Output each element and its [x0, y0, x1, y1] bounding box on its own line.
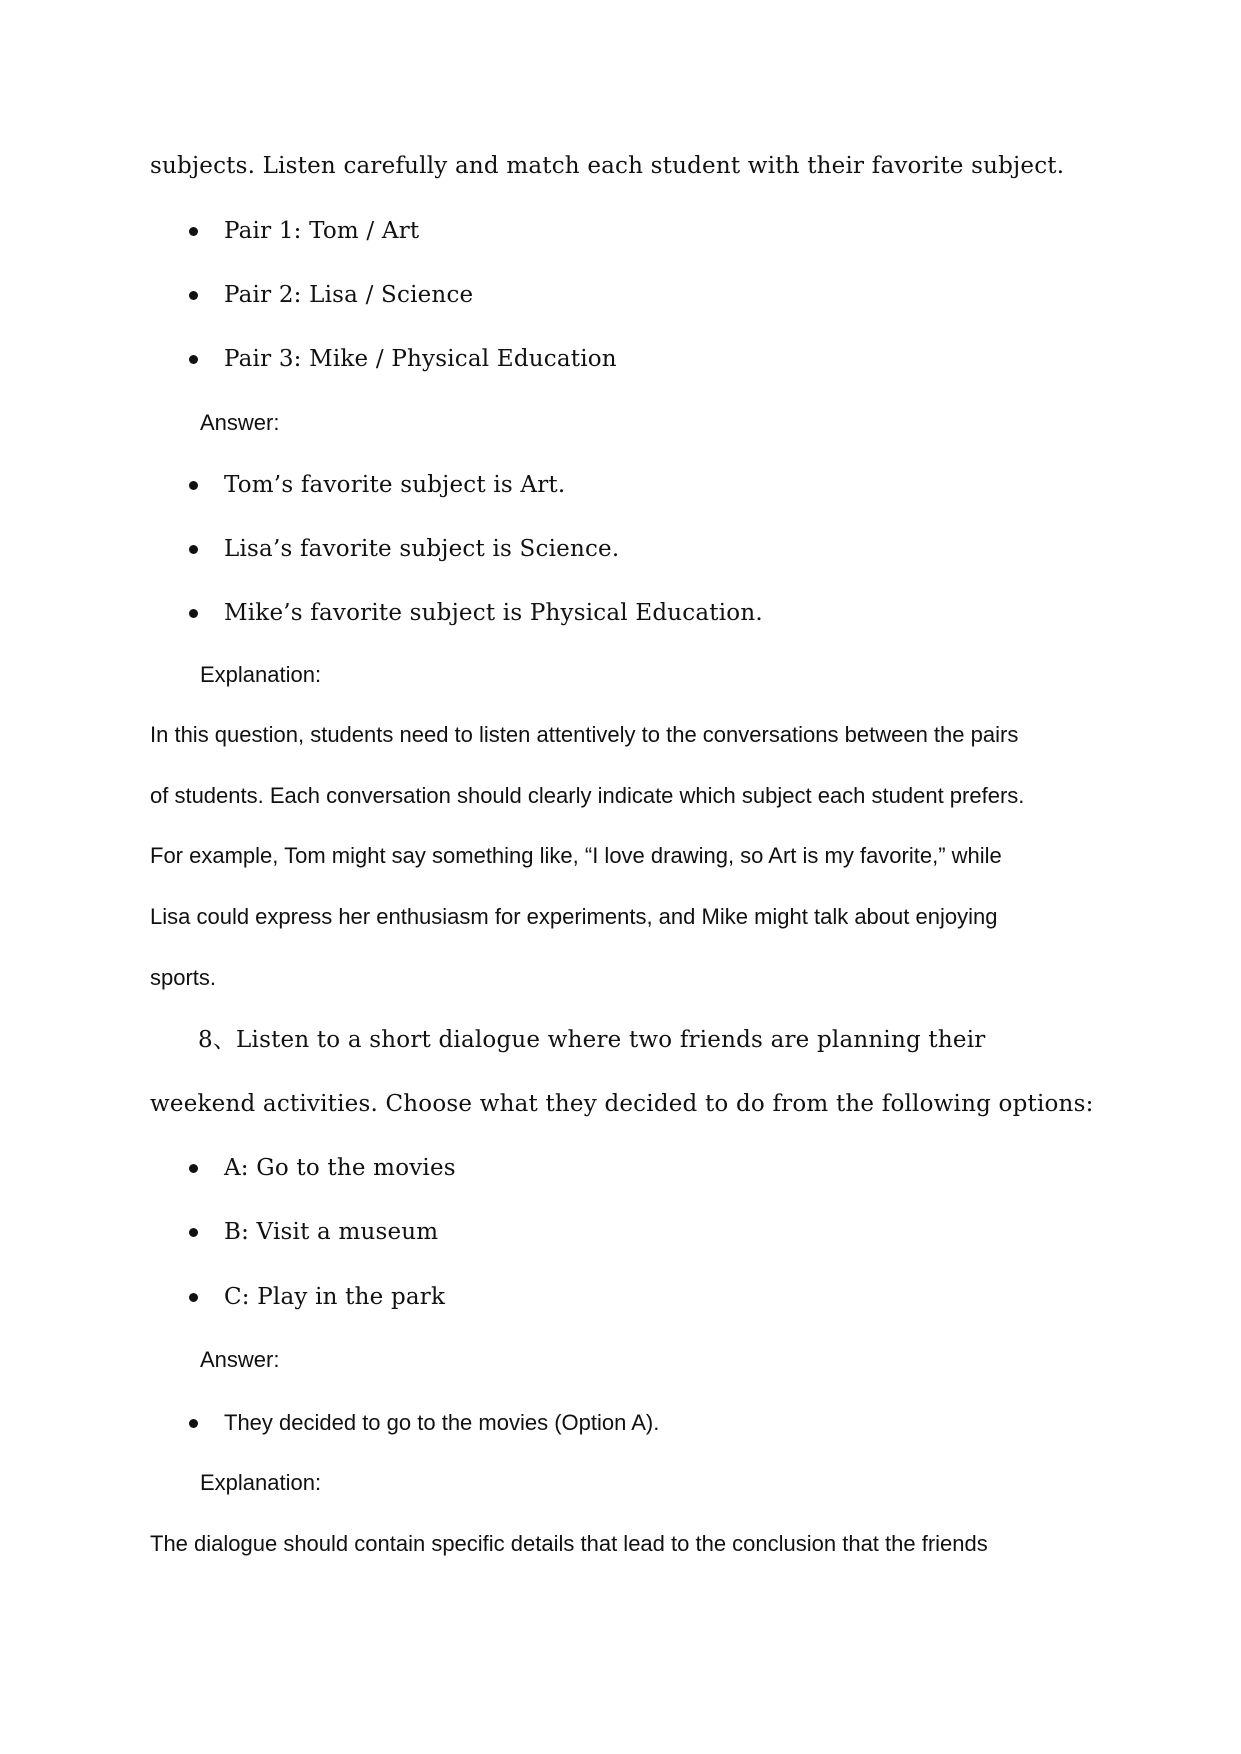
question-8-line-2: weekend activities. Choose what they decided to do from the following options:	[150, 1091, 1094, 1117]
bullet-icon	[189, 291, 198, 300]
explanation-label: Explanation:	[200, 662, 322, 687]
pair-text: Pair 2: Lisa / Science	[224, 282, 474, 308]
bullet-icon	[189, 1293, 198, 1302]
answer-text: They decided to go to the movies (Option A).	[224, 1410, 660, 1435]
answer-text: Tom’s favorite subject is Art.	[224, 472, 566, 498]
paragraph-line: sports.	[150, 965, 217, 990]
paragraph-line: The dialogue should contain specific details that lead to the conclusion that the friends	[150, 1531, 988, 1556]
paragraph-line: of students. Each conversation should clearly indicate which subject each student prefers.	[150, 783, 1025, 808]
paragraph-line: For example, Tom might say something like, “I love drawing, so Art is my favorite,” while	[150, 843, 1002, 868]
bullet-icon	[189, 609, 198, 618]
paragraph-line: In this question, students need to listen attentively to the conversations between the pairs	[150, 722, 1019, 747]
option-text: A: Go to the movies	[224, 1155, 456, 1181]
bullet-icon	[189, 545, 198, 554]
explanation-label: Explanation:	[200, 1470, 322, 1495]
bullet-icon	[189, 1164, 198, 1173]
answer-text: Mike’s favorite subject is Physical Education.	[224, 600, 763, 626]
option-text: C: Play in the park	[224, 1284, 446, 1310]
intro-line: subjects. Listen carefully and match each student with their favorite subject.	[150, 153, 1065, 179]
question-8-line-1: 8、Listen to a short dialogue where two friends are planning their	[198, 1027, 986, 1053]
bullet-icon	[189, 227, 198, 236]
bullet-icon	[189, 355, 198, 364]
option-text: B: Visit a museum	[224, 1219, 439, 1245]
bullet-icon	[189, 1228, 198, 1237]
answer-text: Lisa’s favorite subject is Science.	[224, 536, 620, 562]
pair-text: Pair 1: Tom / Art	[224, 218, 420, 244]
bullet-icon	[189, 481, 198, 490]
answer-label: Answer:	[200, 1347, 280, 1372]
pair-text: Pair 3: Mike / Physical Education	[224, 346, 617, 372]
answer-label: Answer:	[200, 410, 280, 435]
bullet-icon	[189, 1419, 198, 1428]
paragraph-line: Lisa could express her enthusiasm for experiments, and Mike might talk about enjoying	[150, 904, 998, 929]
